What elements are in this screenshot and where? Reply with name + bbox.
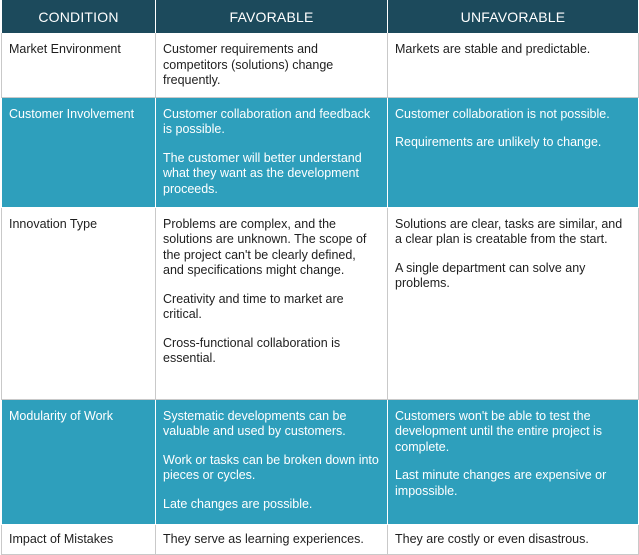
favorable-text: Customer requirements and competitors (solutions) change frequently. bbox=[163, 42, 334, 87]
unfavorable-cell bbox=[388, 97, 639, 207]
row-innovation-type bbox=[2, 207, 639, 399]
favorable-text: Work or tasks can be broken down into pieces or cycles. bbox=[163, 452, 379, 482]
unfavorable-text: A single department can solve any problems. bbox=[395, 260, 586, 290]
favorable-text: Systematic developments can be valuable and used by customers. bbox=[163, 408, 347, 438]
favorable-text: They serve as learning experiences. bbox=[163, 531, 364, 546]
condition-cell: Modularity of Work bbox=[2, 399, 156, 524]
favorable-text: Cross-functional collaboration is essential. bbox=[163, 335, 341, 365]
unfavorable-text: Requirements are unlikely to change. bbox=[395, 135, 602, 149]
favorable-text: Late changes are possible. bbox=[163, 496, 313, 511]
header-unfavorable: UNFAVORABLE bbox=[388, 0, 639, 33]
header-favorable: FAVORABLE bbox=[156, 0, 388, 33]
favorable-text: Creativity and time to market are critical. bbox=[163, 291, 344, 321]
header-condition: CONDITION bbox=[2, 0, 156, 33]
favorable-cell bbox=[156, 524, 388, 554]
unfavorable-cell bbox=[388, 33, 639, 97]
favorable-cell bbox=[156, 207, 388, 399]
condition-cell: Market Environment bbox=[2, 33, 156, 97]
row-market-environment bbox=[2, 33, 639, 97]
unfavorable-text: Customer collaboration is not possible. bbox=[395, 106, 610, 121]
favorable-text: The customer will better understand what they want as the development proceeds. bbox=[163, 150, 362, 196]
unfavorable-cell bbox=[388, 207, 639, 399]
condition-cell: Innovation Type bbox=[2, 207, 156, 399]
unfavorable-text: Customers won't be able to test the development until the entire project is complete. bbox=[395, 408, 603, 454]
conditions-table bbox=[1, 0, 639, 555]
condition-cell: Impact of Mistakes bbox=[2, 524, 156, 554]
condition-cell: Customer Involvement bbox=[2, 97, 156, 207]
unfavorable-cell bbox=[388, 524, 639, 554]
favorable-cell bbox=[156, 97, 388, 207]
row-modularity-of-work bbox=[2, 399, 639, 524]
unfavorable-cell bbox=[388, 399, 639, 524]
favorable-text: Problems are complex, and the solutions are unknown. The scope of the project can't be clearly defined, and specifications might change. bbox=[163, 216, 367, 277]
unfavorable-text: Solutions are clear, tasks are similar, and a clear plan is creatable from the start. bbox=[395, 216, 623, 246]
header-row bbox=[2, 0, 639, 33]
favorable-text: Customer collaboration and feedback is possible. bbox=[163, 106, 371, 136]
row-customer-involvement bbox=[2, 97, 639, 207]
favorable-cell bbox=[156, 33, 388, 97]
unfavorable-text: Markets are stable and predictable. bbox=[395, 42, 591, 56]
row-impact-of-mistakes bbox=[2, 524, 639, 554]
unfavorable-text: They are costly or even disastrous. bbox=[395, 531, 589, 546]
favorable-cell bbox=[156, 399, 388, 524]
unfavorable-text: Last minute changes are expensive or impossible. bbox=[395, 468, 607, 498]
